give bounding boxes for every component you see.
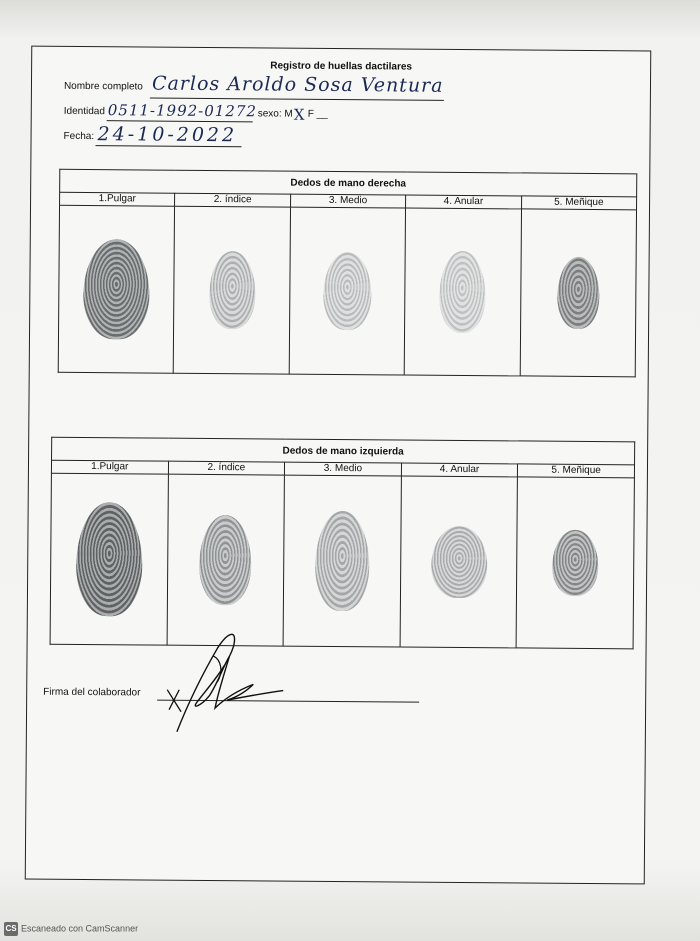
identity-value: 0511-1992-01272 bbox=[107, 101, 258, 121]
fingerprint-icon bbox=[76, 502, 143, 617]
left-middle-cell bbox=[283, 475, 401, 647]
scanner-footer bbox=[4, 922, 138, 936]
right-pinky-cell bbox=[520, 209, 637, 377]
fingerprint-icon bbox=[439, 251, 486, 333]
handwritten-signature bbox=[157, 626, 288, 739]
left-hand-caption: Dedos de mano izquierda bbox=[52, 437, 635, 465]
fingerprint-icon bbox=[323, 252, 372, 330]
left-index-header: 2. índice bbox=[168, 461, 285, 475]
right-index-header: 2. índice bbox=[175, 193, 290, 207]
name-value: Carlos Aroldo Sosa Ventura bbox=[151, 72, 444, 97]
right-hand-caption: Dedos de mano derecha bbox=[60, 169, 637, 197]
left-hand-table bbox=[50, 437, 636, 650]
sex-label: sexo: M bbox=[257, 108, 293, 120]
right-index-cell bbox=[174, 206, 291, 374]
right-ring-cell bbox=[404, 208, 521, 376]
fingerprint-icon bbox=[209, 251, 256, 329]
left-pinky-header: 5. Meñique bbox=[518, 464, 635, 478]
right-hand-table bbox=[58, 169, 638, 378]
right-pinky-header: 5. Meñique bbox=[521, 196, 637, 210]
fingerprint-icon bbox=[557, 257, 600, 329]
left-ring-cell bbox=[400, 476, 518, 648]
date-label: Fecha: bbox=[63, 130, 95, 143]
form-title: Registro de huellas dactilares bbox=[270, 60, 413, 73]
right-thumb-cell bbox=[58, 205, 175, 373]
fingerprint-icon bbox=[315, 511, 370, 611]
identity-label: Identidad bbox=[63, 105, 105, 118]
left-ring-header: 4. Anular bbox=[401, 463, 518, 477]
signature-label: Firma del colaborador bbox=[43, 686, 141, 699]
fingerprint-icon bbox=[83, 239, 150, 340]
fingerprint-icon bbox=[199, 515, 252, 605]
right-middle-cell bbox=[289, 207, 406, 375]
left-pinky-cell bbox=[516, 477, 634, 649]
footer-text: Escaneado con CamScanner bbox=[21, 923, 139, 934]
sex-f-option: F __ bbox=[307, 108, 328, 120]
right-middle-header: 3. Medio bbox=[290, 194, 405, 208]
date-value: 24-10-2022 bbox=[97, 123, 238, 147]
name-underline bbox=[150, 98, 444, 101]
right-thumb-header: 1.Pulgar bbox=[60, 192, 175, 206]
sex-mark: X bbox=[293, 105, 306, 124]
identity-underline bbox=[107, 120, 253, 122]
fingerprint-form bbox=[25, 46, 652, 885]
left-middle-header: 3. Medio bbox=[285, 462, 402, 476]
fingerprint-icon bbox=[431, 526, 488, 598]
left-thumb-cell bbox=[50, 473, 168, 645]
name-label: Nombre completo bbox=[63, 80, 143, 93]
cs-logo-icon: CS bbox=[4, 922, 18, 936]
left-thumb-header: 1.Pulgar bbox=[51, 460, 168, 474]
fingerprint-icon bbox=[552, 530, 599, 596]
right-ring-header: 4. Anular bbox=[406, 195, 521, 209]
left-index-cell bbox=[167, 474, 285, 646]
